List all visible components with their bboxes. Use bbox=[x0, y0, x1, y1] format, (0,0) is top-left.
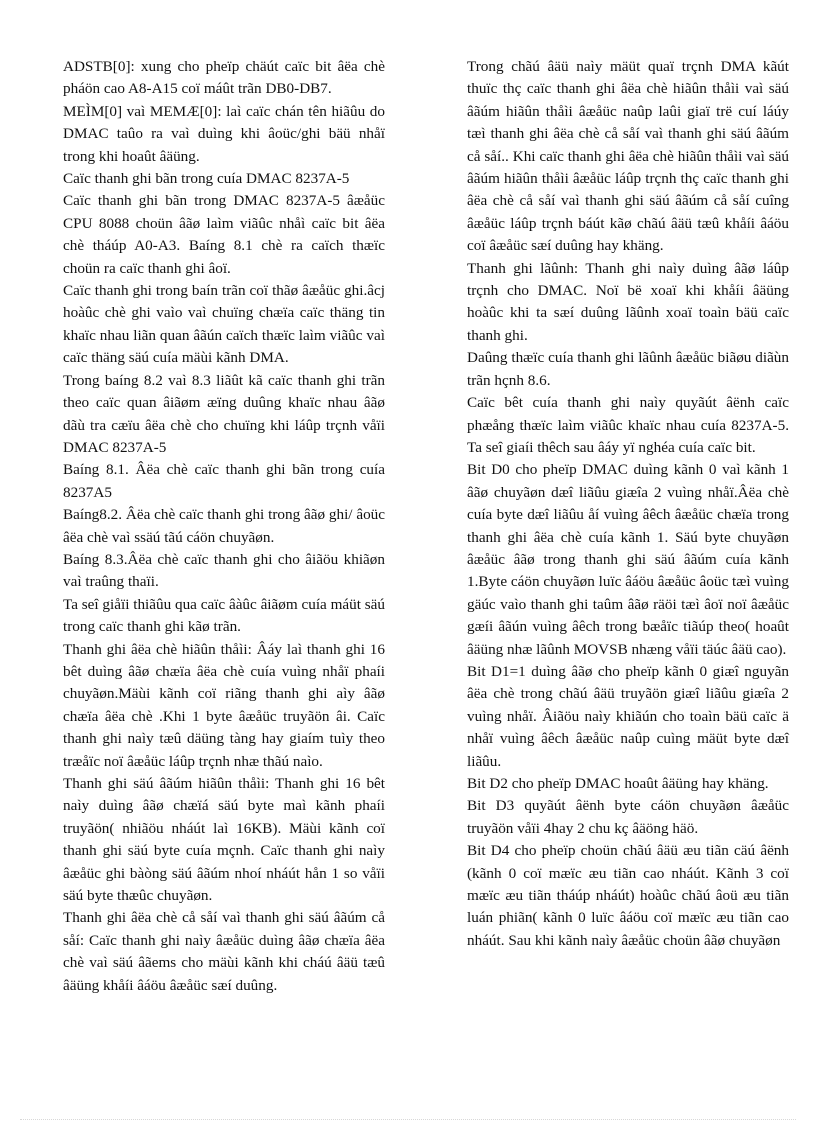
table-caption: Baíng8.2. Âëa chè caïc thanh ghi trong âãø ghi/ âoüc âëa chè vaì ssäú tãú cáön chuyãøn. bbox=[63, 506, 385, 546]
paragraph: Bit D1=1 duìng âãø cho pheïp kãnh 0 giæî nguyãn âëa chè trong chãú âäü truyãön giæî liãûu giæîa 2 vuìng nhåï. Âiãöu naìy khiãún cho toaìn bäü caïc ä nhåï vuìng âêch âæåüc naûp cuìng mäüt byte dæî liãûu. bbox=[467, 662, 789, 770]
paragraph: Bit D0 cho pheïp DMAC duìng kãnh 0 vaì kãnh 1 âãø chuyãøn dæî liãûu giæîa 2 vuìng nhåï.Âëa chè cuía byte dæî liãûu åí vuìng âêch âæåüc chæïa trong thanh ghi âëa chè cuía kãnh 1. Säú byte chuyãøn âæåüc âãø trong thanh ghi säú âãúm cuía kãnh 1.Byte cáön chuyãøn luïc âáöu âæåüc âoüc tæì vuìng gäúc vaìo thanh ghi taûm âãø räöi tæì âoï noï âæåüc gæíi âãún vuìng âêch trong bæåïc tiãúp theo( hoaût âäüng nhæ lãûnh MOVSB nhæng våïi täúc âäü cao). bbox=[467, 461, 789, 658]
page-bottom-edge bbox=[20, 1119, 796, 1120]
paragraph: Bit D4 cho pheïp choün chãú âäü æu tiãn cäú âënh (kãnh 0 coï mæïc æu tiãn cao nháút. Kãnh 3 coï mæïc æu tiãn tháúp nháút) hoàûc chãú âoü æu tiãn luán phiãn( kãnh 0 luïc âáöu coï mæïc æu tiãn cao nháút. Sau khi kãnh naìy âæåüc choün âãø chuyãøn bbox=[467, 842, 789, 949]
paragraph: Thanh ghi âëa chè cå såí vaì thanh ghi säú âãúm cå såí: Caïc thanh ghi naìy âæåüc duìng âãø chæïa âëa chè vaì säú âãems cho mäùi kãnh khi cháú âäü tæû âäüng khåíi âáöu âæåüc sæí duûng. bbox=[63, 909, 385, 994]
paragraph: Bit D3 quyãút âënh byte cáön chuyãøn âæåüc truyãön våïi 4hay 2 chu kç âäöng häö. bbox=[467, 797, 789, 837]
right-text-column bbox=[467, 56, 789, 952]
paragraph: Thanh ghi âëa chè hiãûn thåìi: Âáy laì thanh ghi 16 bêt duìng âãø chæïa âëa chè cuía vuìng nhåï phaíi chuyãøn.Mäùi kãnh coï riãng thanh ghi aìy âãø chæïa âëa chè .Khi 1 byte âæåüc truyãön âi. Caïc thanh ghi naìy tæû däüng tàng hay giaím tuìy theo træåïc noï âæåüc láûp trçnh nhæ thãú naìo. bbox=[63, 640, 385, 770]
paragraph: Bit D2 cho pheïp DMAC hoaût âäüng hay khäng. bbox=[467, 775, 769, 792]
paragraph: Trong baíng 8.2 vaì 8.3 liãût kã caïc thanh ghi trãn theo caïc quan âiãøm æïng duûng khaïc nhau âãø dãù tra cæïu âëa chè cho chuïng khi láûp trçnh våïi DMAC 8237A-5 bbox=[63, 371, 385, 456]
paragraph: Thanh ghi säú âãúm hiãûn thåìi: Thanh ghi 16 bêt naìy duìng âãø chæïá säú byte maì kãnh phaíi truyãön( nhiãöu nháút laì 16KB). Mäùi kãnh coï thanh ghi säú byte cuía mçnh. Caïc thanh ghi naìy âæåüc ghi bàòng säú âãúm nhoí nháút hån 1 so våïi säú byte thæûc chuyãøn. bbox=[63, 775, 385, 905]
paragraph: Ta seî giåïi thiãûu qua caïc âàûc âiãøm cuía máüt säú trong caïc thanh ghi kãø trãn. bbox=[63, 595, 385, 636]
paragraph: Trong chãú âäü naìy mäüt quaï trçnh DMA kãút thuïc thç caïc thanh ghi âëa chè hiãûn thåìi vaì säú âãúm hiãûn thåìi âæåüc naûp laûi giaï trë cuí láúy tæì thanh ghi âëa chè cå såí vaì thanh ghi säú âãúm cå såí.. Khi caïc thanh ghi âëa chè hiãûn thåìi vaì säú âãúm hiãûn thåìi âæåüc láûp trçnh thç caïc thanh ghi âëa chè cå såí vaì thanh ghi säú âãúm cå såí cuîng âæåüc láûp trçnh báút kãø chãú âäü tæû khåíi âáöu coï âæåüc sæí duûng hay khäng. bbox=[467, 58, 789, 255]
paragraph: ADSTB[0]: xung cho pheïp chäút caïc bit âëa chè pháön cao A8-A15 coï máût trãn DB0-DB7. bbox=[63, 58, 385, 98]
paragraph: Thanh ghi lãûnh: Thanh ghi naìy duìng âãø láûp trçnh cho DMAC. Noï bë xoaï khi khåíi âäüng hoàûc khi ta sæí duûng lãûnh xoaï toaìn bäü caïc thanh ghi. bbox=[467, 259, 789, 344]
left-text-column bbox=[63, 56, 385, 997]
paragraph: Caïc thanh ghi trong baín trãn coï thãø âæåüc ghi.âcj hoàûc chè ghi vaìo vaì chuïng chæïa caïc thäng tin khaïc nhau liãn quan âãún caïch thæïc laìm viãûc vaì caïc thäng säú cuía mäùi kãnh DMA. bbox=[63, 282, 385, 367]
paragraph: Daûng thæïc cuía thanh ghi lãûnh âæåüc biãøu diãùn trãn hçnh 8.6. bbox=[467, 349, 789, 389]
table-caption: Baíng 8.1. Âëa chè caïc thanh ghi bãn trong cuía 8237A5 bbox=[63, 461, 385, 501]
paragraph: Caïc bêt cuía thanh ghi naìy quyãút âënh caïc phæång thæïc laìm viãûc khaïc nhau cuía 8237A-5. Ta seî giaíi thêch sau âáy yï nghéa cuía caïc bit. bbox=[467, 394, 789, 456]
table-caption: Baíng 8.3.Âëa chè caïc thanh ghi cho âiãöu khiãøn vaì traûng thaïi. bbox=[63, 550, 385, 591]
paragraph: MEÌM[0] vaì MEMÆ[0]: laì caïc chán tên hiãûu do DMAC taûo ra vaì duìng khi âoüc/ghi bäü nhåï trong khi hoaût âäüng. bbox=[63, 102, 385, 165]
paragraph: Caïc thanh ghi bãn trong DMAC 8237A-5 âæåüc CPU 8088 choün âãø laìm viãûc nhåì caïc bit âëa chè tháúp A0-A3. Baíng 8.1 chè ra caïch thæïc choün ra caïc thanh ghi âoï. bbox=[63, 192, 385, 277]
section-heading: Caïc thanh ghi bãn trong cuía DMAC 8237A-5 bbox=[63, 170, 350, 188]
